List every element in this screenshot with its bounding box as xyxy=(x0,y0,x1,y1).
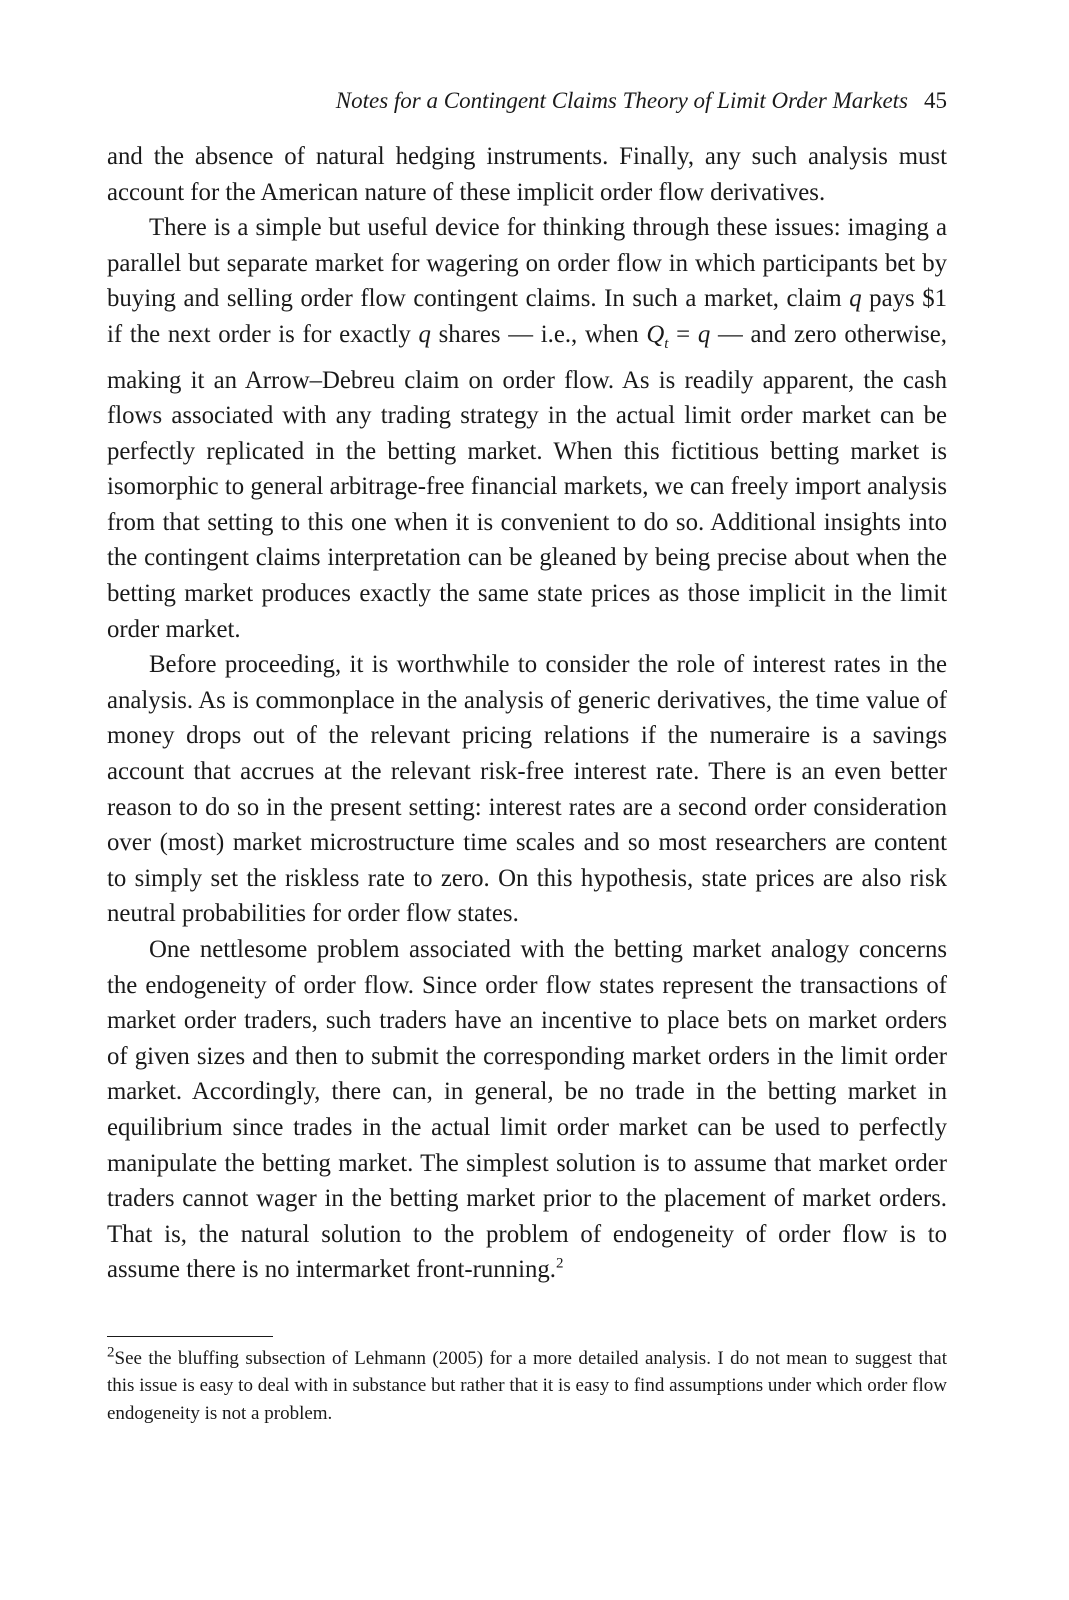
paragraph-2 xyxy=(107,210,947,647)
footnote-text: See the bluffing subsection of Lehmann (2005) for a more detailed analysis. I do not mean to suggest that this issue is easy to deal with in substance but rather that it is easy to find assumptions under which order flow endogeneity is not a problem. xyxy=(107,1347,947,1424)
paragraph-2-part-a: There is a simple but useful device for thinking through these issues: imaging a parallel but separate market for wagering on order flow in which participants bet by buying and selling order flow contingent claims. In such a market, claim xyxy=(107,214,947,313)
paragraph-1: and the absence of natural hedging instruments. Finally, any such analysis must account for the American nature of these implicit order flow derivatives. xyxy=(107,143,947,206)
math-q: q xyxy=(418,320,431,348)
math-q: q xyxy=(697,320,711,348)
math-Q: Q xyxy=(646,320,665,348)
body-text xyxy=(107,139,947,1288)
paragraph-2-part-c: shares — i.e., when xyxy=(430,320,647,348)
footnote-number: 2 xyxy=(107,1344,115,1361)
running-header xyxy=(107,84,947,118)
footnote-reference[interactable]: 2 xyxy=(555,1256,564,1273)
footnote xyxy=(107,1345,947,1428)
math-q: q xyxy=(849,285,862,313)
running-title: Notes for a Contingent Claims Theory of Limit Order Markets xyxy=(335,88,908,113)
paragraph-3: Before proceeding, it is worthwhile to consider the role of interest rates in the analysis. As is commonplace in the analysis of generic derivatives, the time value of money drops out of the relevant pricing relations if the numeraire is a savings account that accrues at the relevant risk-free interest rate. There is an even better reason to do so in the present setting: interest rates are a second order consideration over (most) market microstructure time scales and so most researchers are content to simply set the riskless rate to zero. On this hypothesis, state prices are also risk neutral probabilities for order flow states. xyxy=(107,651,947,928)
paragraph-2-part-b: pays $1 if the next order is for exactly xyxy=(107,285,947,348)
footnote-divider xyxy=(107,1336,273,1337)
paragraph-4-text: One nettlesome problem associated with the betting market analogy concerns the endogeneity of order flow. Since order flow states represent the transactions of market order traders, such traders have an incentive to place bets on market orders of given sizes and then to submit the corresponding market orders in the limit order market. Accordingly, there can, in general, be no trade in the betting market in equilibrium since trades in the actual limit order market can be used to perfectly manipulate the betting market. The simplest solution is to assume that market order traders cannot wager in the betting market prior to the placement of market orders. That is, the natural solution to the problem of endogeneity of order flow is to assume there is no intermarket front-running. xyxy=(107,936,947,1284)
page-number: 45 xyxy=(924,88,947,113)
math-subscript-t: t xyxy=(664,335,669,352)
paragraph-2-part-d: — and zero otherwise, making it an Arrow–Debreu claim on order flow. As is readily apparent, the cash flows associated with any trading strategy in the actual limit order market can be perfectly replicated in the betting market. When this fictitious betting market is isomorphic to general arbitrage-free financial markets, we can freely import analysis from that setting to this one when it is convenient to do so. Additional insights into the contingent claims interpretation can be gleaned by being precise about when the betting market produces exactly the same state prices as those implicit in the limit order market. xyxy=(107,320,947,643)
paragraph-4 xyxy=(107,932,947,1288)
document-page xyxy=(107,84,947,1427)
math-equals: = xyxy=(668,320,698,348)
